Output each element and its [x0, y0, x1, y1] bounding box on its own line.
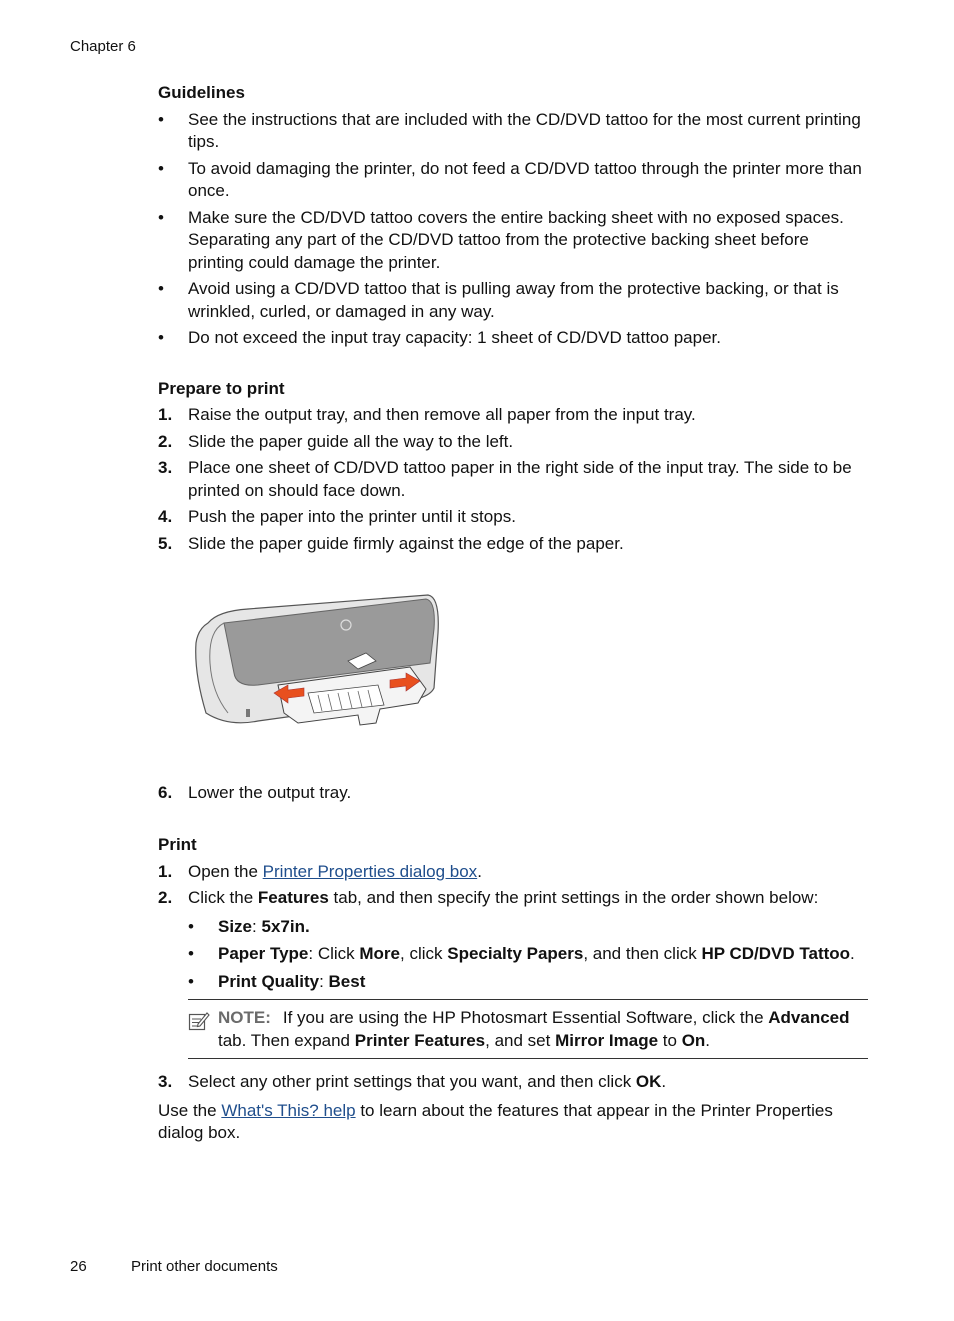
- guidelines-heading: Guidelines: [158, 83, 245, 102]
- step-item: 2. Click the Features tab, and then specify the print settings in the order shown below: • Size: 5x7in. • Paper Type: Click More, click Specialty Papers, and then click HP CD/DVD Tattoo. • Print Quality: Best: [158, 887, 868, 993]
- step-item: 6. Lower the output tray.: [158, 782, 352, 802]
- note-box: NOTE: If you are using the HP Photosmart Essential Software, click the Advanced tab. Then expand Printer Features, and set Mirror Image to On.: [188, 999, 868, 1059]
- print-steps-continued: [158, 1071, 868, 1094]
- note-label: NOTE:: [218, 1008, 271, 1027]
- step-item: 1. Raise the output tray, and then remove all paper from the input tray.: [158, 405, 696, 424]
- step-item: 5. Slide the paper guide firmly against the edge of the paper.: [158, 533, 624, 553]
- step-item: 3. Place one sheet of CD/DVD tattoo paper in the right side of the input tray. The side to be printed on should face down.: [158, 458, 852, 500]
- prepare-heading: Prepare to print: [158, 378, 285, 398]
- list-item: • Make sure the CD/DVD tattoo covers the entire backing sheet with no exposed spaces. Separating any part of the CD/DVD tattoo from the protective backing sheet before printing could damage the printer.: [158, 207, 844, 272]
- page-content: [158, 82, 868, 1145]
- printer-properties-link[interactable]: Printer Properties dialog box: [262, 861, 478, 881]
- list-item: • Size: 5x7in.: [188, 916, 310, 936]
- list-item: • Paper Type: Click More, click Specialty Papers, and then click HP CD/DVD Tattoo.: [188, 944, 855, 963]
- footer-title: Print other documents: [131, 1258, 278, 1275]
- list-item: • Avoid using a CD/DVD tattoo that is pulling away from the protective backing, or that is wrinkled, curled, or damaged in any way.: [158, 279, 839, 321]
- list-item: • Print Quality: Best: [188, 971, 366, 991]
- whats-this-help-link[interactable]: What's This? help: [221, 1100, 356, 1120]
- list-item: • To avoid damaging the printer, do not feed a CD/DVD tattoo through the printer more than once.: [158, 158, 862, 200]
- closing-paragraph: Use the What's This? help to learn about the features that appear in the Printer Properties dialog box.: [158, 1100, 833, 1142]
- list-item: • Do not exceed the input tray capacity: 1 sheet of CD/DVD tattoo paper.: [158, 328, 721, 347]
- print-steps: [158, 861, 868, 994]
- list-item: • See the instructions that are included with the CD/DVD tattoo for the most current printing tips.: [158, 109, 861, 151]
- chapter-header: Chapter 6: [70, 38, 136, 55]
- prepare-steps: [158, 404, 868, 555]
- note-icon: [188, 1010, 210, 1032]
- guidelines-list: [158, 109, 868, 350]
- prepare-steps-continued: [158, 782, 868, 805]
- step-item: 3. Select any other print settings that you want, and then click OK.: [158, 1072, 667, 1091]
- page-number: 26: [70, 1258, 87, 1275]
- print-settings-list: [188, 916, 868, 994]
- step-item: 4. Push the paper into the printer until it stops.: [158, 507, 516, 526]
- printer-illustration: [188, 593, 440, 735]
- print-heading: Print: [158, 835, 197, 854]
- step-item: 2. Slide the paper guide all the way to the left.: [158, 431, 514, 451]
- step-item: 1. Open the Printer Properties dialog box.: [158, 861, 482, 881]
